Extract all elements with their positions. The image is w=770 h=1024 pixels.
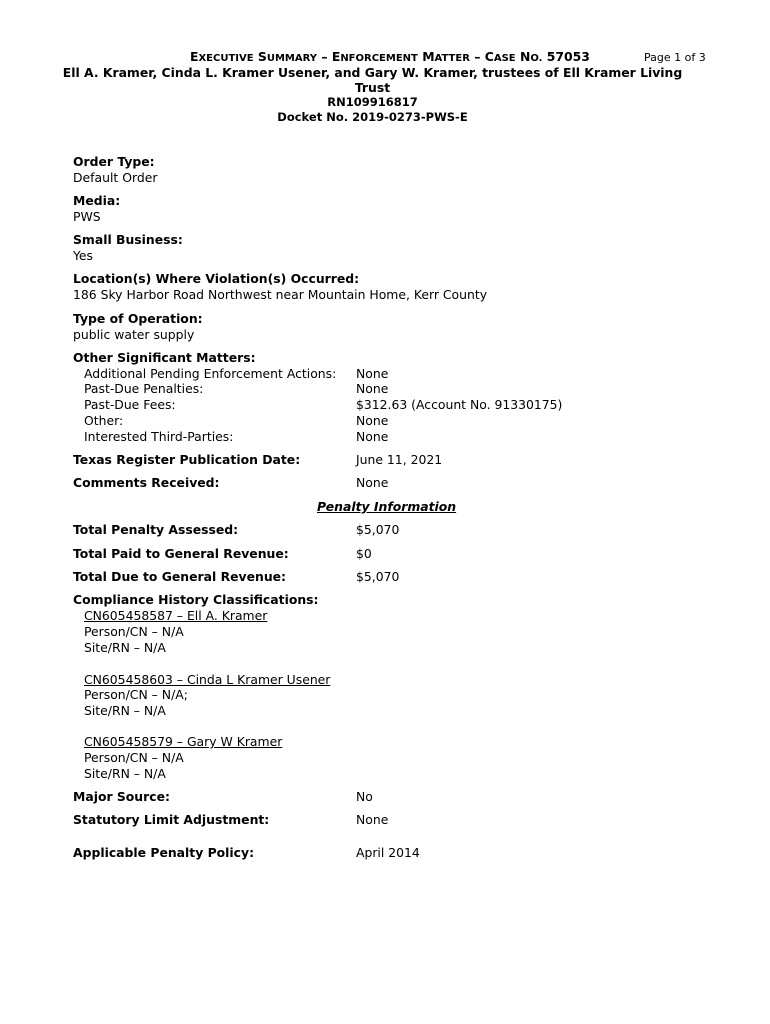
small-business-value: Yes: [73, 248, 94, 263]
compliance-person: Person/CN – N/A: [84, 624, 184, 639]
rn-number: RN109916817: [327, 95, 418, 109]
small-business-label: Small Business:: [73, 232, 183, 247]
major-source-value: No: [356, 789, 373, 804]
order-type-label: Order Type:: [73, 154, 155, 169]
parties-line-2: Trust: [354, 80, 391, 95]
policy-label: Applicable Penalty Policy:: [73, 845, 255, 860]
page-number: Page 1 of 3: [644, 51, 706, 64]
compliance-label: Compliance History Classifications:: [73, 592, 319, 607]
publication-value: June 11, 2021: [356, 452, 443, 467]
other-matter-value: None: [356, 429, 389, 444]
statutory-label: Statutory Limit Adjustment:: [73, 812, 270, 827]
other-matter-value: $312.63 (Account No. 91330175): [356, 397, 563, 412]
location-label: Location(s) Where Violation(s) Occurred:: [73, 271, 360, 286]
document-title: EXECUTIVE SUMMARY – ENFORCEMENT MATTER – CASE NO. 57053: [190, 49, 590, 64]
operation-label: Type of Operation:: [73, 311, 203, 326]
publication-label: Texas Register Publication Date:: [73, 452, 301, 467]
comments-label: Comments Received:: [73, 475, 220, 490]
media-label: Media:: [73, 193, 121, 208]
major-source-label: Major Source:: [73, 789, 170, 804]
statutory-value: None: [356, 812, 389, 827]
policy-value: April 2014: [356, 845, 420, 860]
penalty-paid-value: $0: [356, 546, 372, 561]
penalty-due-label: Total Due to General Revenue:: [73, 569, 286, 584]
compliance-cn: CN605458603 – Cinda L Kramer Usener: [84, 672, 331, 687]
other-matter-label: Past-Due Fees:: [84, 397, 176, 412]
docket-number: Docket No. 2019-0273-PWS-E: [277, 110, 468, 124]
other-matter-label: Past-Due Penalties:: [84, 381, 204, 396]
other-matter-label: Additional Pending Enforcement Actions:: [84, 366, 337, 381]
order-type-value: Default Order: [73, 170, 158, 185]
penalty-due-value: $5,070: [356, 569, 400, 584]
compliance-site: Site/RN – N/A: [84, 640, 166, 655]
other-matter-label: Other:: [84, 413, 124, 428]
parties-line-1: Ell A. Kramer, Cinda L. Kramer Usener, and Gary W. Kramer, trustees of Ell Kramer Living: [62, 65, 683, 80]
comments-value: None: [356, 475, 389, 490]
compliance-cn: CN605458587 – Ell A. Kramer: [84, 608, 268, 623]
compliance-cn: CN605458579 – Gary W Kramer: [84, 734, 283, 749]
compliance-person: Person/CN – N/A: [84, 750, 184, 765]
other-matter-value: None: [356, 413, 389, 428]
other-matters-label: Other Significant Matters:: [73, 350, 256, 365]
penalty-assessed-value: $5,070: [356, 522, 400, 537]
penalty-paid-label: Total Paid to General Revenue:: [73, 546, 289, 561]
media-value: PWS: [73, 209, 101, 224]
other-matter-value: None: [356, 381, 389, 396]
compliance-person: Person/CN – N/A;: [84, 687, 188, 702]
operation-value: public water supply: [73, 327, 195, 342]
other-matter-value: None: [356, 366, 389, 381]
other-matter-label: Interested Third-Parties:: [84, 429, 234, 444]
location-value: 186 Sky Harbor Road Northwest near Mountain Home, Kerr County: [73, 287, 488, 302]
compliance-site: Site/RN – N/A: [84, 766, 166, 781]
penalty-assessed-label: Total Penalty Assessed:: [73, 522, 239, 537]
compliance-site: Site/RN – N/A: [84, 703, 166, 718]
penalty-heading: Penalty Information: [317, 499, 457, 514]
